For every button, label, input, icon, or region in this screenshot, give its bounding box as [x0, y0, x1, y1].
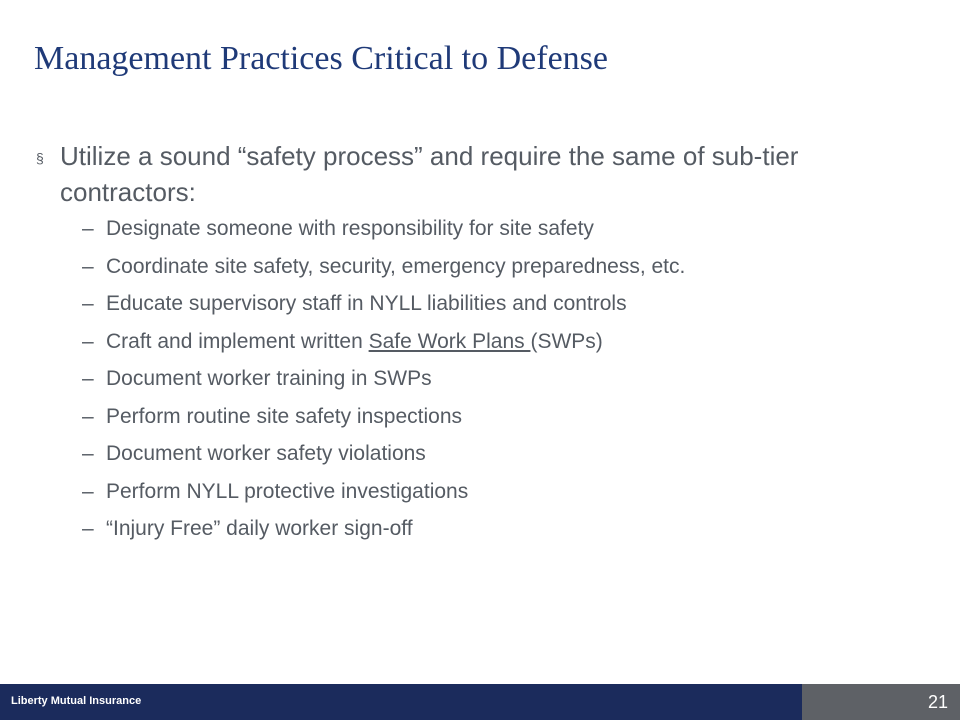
list-item [82, 216, 685, 254]
list-item-text: Document worker training in SWPs [106, 367, 432, 390]
list-item [82, 329, 685, 367]
list-item-text: Educate supervisory staff in NYLL liabilities and controls [106, 292, 627, 315]
list-item-text-before: Craft and implement written [106, 329, 369, 353]
list-item [82, 404, 685, 442]
list-item-text: Perform NYLL protective investigations [106, 479, 469, 503]
dash-marker: – [82, 404, 94, 428]
page-number-box [802, 684, 960, 720]
list-item [82, 441, 685, 479]
dash-marker: – [82, 442, 94, 465]
practices-list [82, 216, 685, 554]
slide-title: Management Practices Critical to Defense [34, 40, 608, 77]
dash-marker: – [82, 367, 94, 390]
list-item [82, 291, 685, 329]
list-item-text: Document worker safety violations [106, 442, 426, 465]
dash-marker: – [82, 517, 94, 540]
list-item-text-after: (SWPs) [530, 329, 603, 353]
list-item [82, 479, 685, 517]
main-bullet [36, 138, 926, 210]
dash-marker: – [82, 254, 94, 278]
page-number: 21 [927, 692, 948, 712]
safe-work-plans-link[interactable]: Safe Work Plans [368, 329, 531, 353]
list-item-text: Perform routine site safety inspections [106, 404, 462, 428]
square-bullet-icon: § [36, 150, 44, 166]
dash-marker: – [82, 217, 94, 240]
list-item-text: Designate someone with responsibility for site safety [106, 217, 594, 240]
dash-marker: – [82, 329, 94, 353]
dash-marker: – [82, 479, 94, 503]
list-item-text: “Injury Free” daily worker sign-off [106, 517, 413, 540]
dash-marker: – [82, 292, 94, 315]
list-item-text: Coordinate site safety, security, emergency preparedness, etc. [106, 254, 686, 278]
list-item-text [106, 329, 603, 367]
list-item [82, 366, 685, 404]
list-item [82, 254, 685, 292]
company-name: Liberty Mutual Insurance [11, 695, 142, 707]
footer-bar [0, 684, 960, 720]
list-item [82, 516, 685, 554]
main-bullet-text: Utilize a sound “safety process” and require the same of sub-tier contractors: [60, 141, 799, 207]
